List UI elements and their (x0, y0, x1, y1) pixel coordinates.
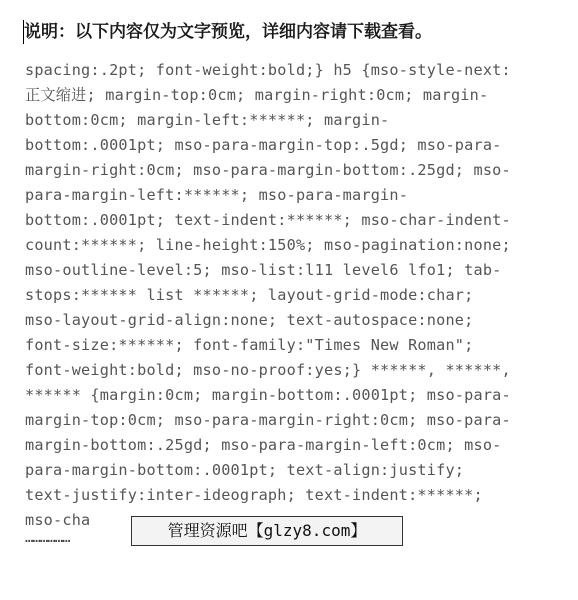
content-line: margin-right:0cm; mso-para-margin-bottom:.25gd; mso- (25, 161, 511, 179)
content-line: font-size:******; font-family:"Times New Roman"; (25, 336, 474, 354)
preview-content (25, 58, 511, 533)
content-line: mso-layout-grid-align:none; text-autospace:none; (25, 311, 474, 329)
content-line: count:******; line-height:150%; mso-pagination:none; (25, 236, 511, 254)
content-line: text-justify:inter-ideograph; text-indent:******; (25, 486, 483, 504)
content-line: para-margin-bottom:.0001pt; text-align:justify; (25, 461, 465, 479)
content-line: margin-bottom:.25gd; mso-para-margin-left:0cm; mso- (25, 436, 502, 454)
content-line: 正文缩进; margin-top:0cm; margin-right:0cm; margin- (25, 86, 489, 104)
content-line: bottom:.0001pt; mso-para-margin-top:.5gd; mso-para- (25, 136, 502, 154)
site-watermark[interactable]: 管理资源吧【glzy8.com】 (131, 516, 403, 546)
content-line: spacing:.2pt; font-weight:bold;} h5 {mso-style-next: (25, 61, 511, 79)
content-line: stops:****** list ******; layout-grid-mode:char; (25, 286, 474, 304)
content-line: margin-top:0cm; mso-para-margin-right:0cm; mso-para- (25, 411, 511, 429)
content-line: mso-outline-level:5; mso-list:l11 level6 lfo1; tab- (25, 261, 502, 279)
preview-notice: 说明：以下内容仅为文字预览，详细内容请下载查看。 (24, 22, 432, 42)
content-line: font-weight:bold; mso-no-proof:yes;} ******, ******, (25, 361, 511, 379)
truncation-ellipsis: ……………… (25, 530, 70, 546)
content-line: bottom:.0001pt; text-indent:******; mso-char-indent- (25, 211, 511, 229)
content-line: ****** {margin:0cm; margin-bottom:.0001pt; mso-para- (25, 386, 511, 404)
content-line: para-margin-left:******; mso-para-margin- (25, 186, 409, 204)
content-line: mso-cha (25, 511, 91, 529)
content-line: bottom:0cm; margin-left:******; margin- (25, 111, 390, 129)
